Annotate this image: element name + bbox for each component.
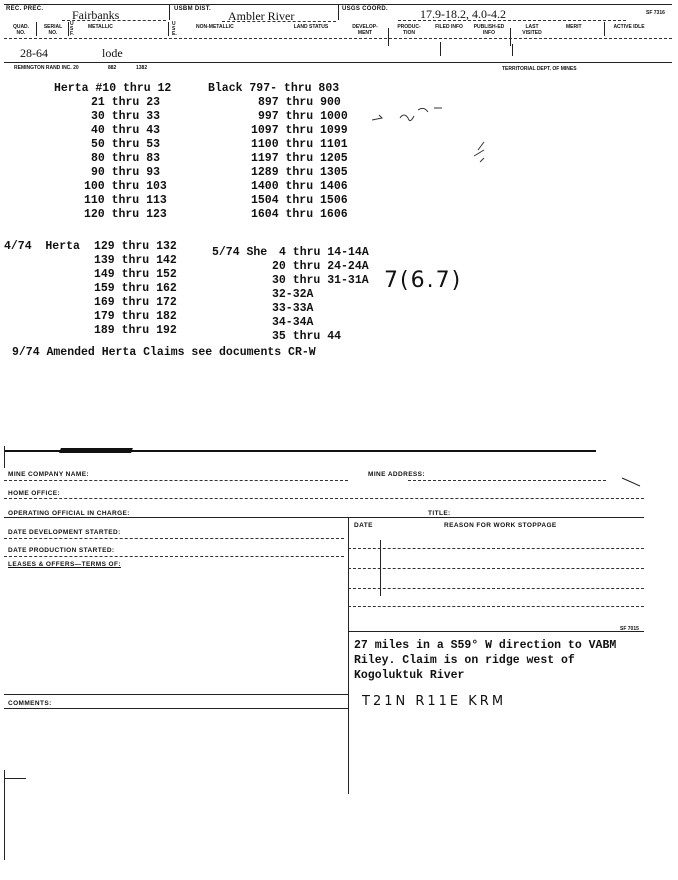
usgs-coord-label: USGS COORD.	[342, 6, 388, 12]
claim-line: 34-34A	[272, 316, 314, 329]
claim-line: 129 thru 132	[94, 240, 177, 253]
date-development-label: DATE DEVELOPMENT STARTED:	[8, 529, 121, 536]
claim-line: 1289 thru 1305	[251, 166, 348, 179]
herta-block-2-prefix: 4/74 Herta	[4, 240, 80, 253]
col-divider	[36, 22, 37, 36]
location-box-top	[348, 631, 644, 632]
claim-line: 189 thru 192	[94, 324, 177, 337]
col-development: DEVELOP-MENT	[352, 24, 378, 36]
claim-line: 90 thru 93	[91, 166, 161, 179]
claim-line: 139 thru 142	[94, 254, 177, 267]
col-active-idle: ACTIVE IDLE	[613, 24, 645, 30]
col-quad-no: QUAD. NO.	[12, 24, 30, 36]
mine-address-line	[408, 480, 606, 481]
printer-code-1: 882	[108, 65, 117, 71]
form-code-mid: SF 7015	[620, 626, 639, 632]
printer-code-2: 1382	[136, 65, 148, 71]
mine-company-line	[4, 480, 348, 481]
quad-no-value: 28-64	[20, 46, 48, 60]
rec-prec-label: REC. PREC.	[6, 6, 44, 12]
col-non-metallic: NON-METALLIC	[196, 24, 234, 30]
stoppage-row	[348, 588, 644, 589]
home-office-line	[4, 498, 644, 499]
she-block	[272, 246, 392, 344]
claim-line: 1100 thru 1101	[251, 138, 348, 151]
reason-col-label: REASON FOR WORK STOPPAGE	[444, 522, 557, 529]
col-last-visited: LAST VISITED	[522, 24, 542, 36]
claim-line: 1097 thru 1099	[251, 124, 348, 137]
rec-prec-underline	[62, 20, 166, 21]
claim-line: 169 thru 172	[94, 296, 177, 309]
col-land-status: LAND STATUS	[293, 24, 329, 30]
claim-line: 21 thru 23	[91, 96, 161, 109]
date-col-label: DATE	[354, 522, 373, 529]
claim-line: 32-32A	[272, 288, 314, 301]
claim-line: 30 thru 33	[91, 110, 161, 123]
claim-line: Black 797- thru 803	[208, 82, 340, 95]
claim-line: 120 thru 123	[84, 208, 167, 221]
divider	[169, 4, 170, 20]
home-office-label: HOME OFFICE:	[8, 490, 61, 497]
she-block-prefix: 5/74 She	[212, 246, 268, 259]
mine-company-name-label: MINE COMPANY NAME:	[8, 471, 89, 478]
location-note: 27 miles in a S59° W direction to VABM Riley. Claim is on ridge west of Kogoluktuk River	[354, 639, 617, 682]
metallic-value: lode	[102, 46, 123, 60]
col-use: U S E.	[172, 21, 177, 37]
development-line	[4, 538, 344, 539]
herta-block-2	[94, 240, 214, 338]
stoppage-row	[348, 606, 644, 607]
claim-line: 149 thru 152	[94, 268, 177, 281]
claim-line: 30 thru 31-31A	[272, 274, 369, 287]
right-panel-border	[348, 518, 349, 794]
operating-official-label: OPERATING OFFICIAL IN CHARGE:	[8, 510, 130, 517]
usbm-dist-label: USBM DIST.	[174, 6, 212, 12]
col-divider	[512, 44, 513, 56]
claim-line: 80 thru 83	[91, 152, 161, 165]
herta-block-1	[54, 82, 204, 222]
col-published-info: PUBLISH-ED INFO	[473, 24, 505, 36]
col-merit: MERIT	[566, 24, 582, 30]
date-production-label: DATE PRODUCTION STARTED:	[8, 547, 115, 554]
claim-line: 20 thru 24-24A	[272, 260, 369, 273]
claim-line: 110 thru 113	[84, 194, 167, 207]
claim-line: 1504 thru 1506	[251, 194, 348, 207]
col-metallic: METALLIC	[88, 24, 113, 30]
col-divider	[440, 42, 441, 56]
col-divider	[388, 28, 389, 46]
col-production: PRODUC-TION	[397, 24, 421, 36]
claim-line: 1400 thru 1406	[251, 180, 348, 193]
claim-line: 35 thru 44	[272, 330, 342, 343]
leases-label: LEASES & OFFERS—TERMS OF:	[8, 561, 121, 568]
usgs-underline	[398, 20, 626, 21]
form-edge	[4, 446, 5, 468]
title-label: TITLE:	[428, 510, 451, 517]
mine-address-label: MINE ADDRESS:	[368, 471, 425, 478]
claim-line: 997 thru 1000	[258, 110, 348, 123]
comments-label: COMMENTS:	[8, 700, 52, 707]
header-bottom	[4, 62, 672, 63]
stray-dash	[620, 476, 644, 490]
claim-line: 1604 thru 1606	[251, 208, 348, 221]
claim-line: Herta #10 thru 12	[54, 82, 172, 95]
comments-top-line	[4, 694, 348, 695]
col-divider	[510, 28, 511, 46]
form-code-top: SF 7316	[646, 10, 665, 16]
claim-line: 100 thru 103	[84, 180, 167, 193]
col-serial-no: SERIAL NO.	[43, 24, 63, 36]
divider	[338, 4, 339, 20]
claim-line: 4 thru 14-14A	[279, 246, 369, 259]
rec-prec-value: Fairbanks	[72, 8, 120, 22]
claim-line: 50 thru 53	[91, 138, 161, 151]
claim-line: 179 thru 182	[94, 310, 177, 323]
claim-line: 40 thru 43	[91, 124, 161, 137]
smudge-mark	[59, 448, 133, 453]
claim-line: 159 thru 162	[94, 282, 177, 295]
bottom-tick	[4, 778, 26, 779]
printer-line: REMINGTON RAND INC. 20	[14, 65, 79, 71]
col-divider	[604, 22, 605, 36]
bottom-edge	[4, 770, 5, 860]
header-sep	[4, 38, 672, 39]
usbm-dist-value: Ambler River	[228, 9, 295, 23]
stoppage-row	[348, 568, 644, 569]
col-usf: U S F.	[70, 21, 74, 37]
black-block	[208, 82, 368, 222]
usgs-coord-value: 17.9-18.2, 4.0-4.2	[420, 7, 506, 21]
amended-note: 9/74 Amended Herta Claims see documents CR-W	[12, 346, 316, 359]
comments-underline	[4, 708, 348, 709]
township-note: T21N R11E KRM	[362, 694, 507, 709]
stoppage-row	[348, 548, 644, 549]
handwritten-marks	[370, 80, 510, 180]
official-line	[4, 517, 644, 518]
dept-label: TERRITORIAL DEPT. OF MINES	[502, 66, 577, 72]
claim-line: 897 thru 900	[258, 96, 341, 109]
usbm-underline	[222, 21, 336, 22]
handwritten-annotation: 7(6.7)	[384, 268, 463, 293]
col-divider	[68, 22, 69, 36]
claim-line: 1197 thru 1205	[251, 152, 348, 165]
col-divider	[168, 22, 169, 36]
col-filed-info: FILED INFO	[435, 24, 463, 30]
claim-line: 33-33A	[272, 302, 314, 315]
production-line	[4, 556, 344, 557]
